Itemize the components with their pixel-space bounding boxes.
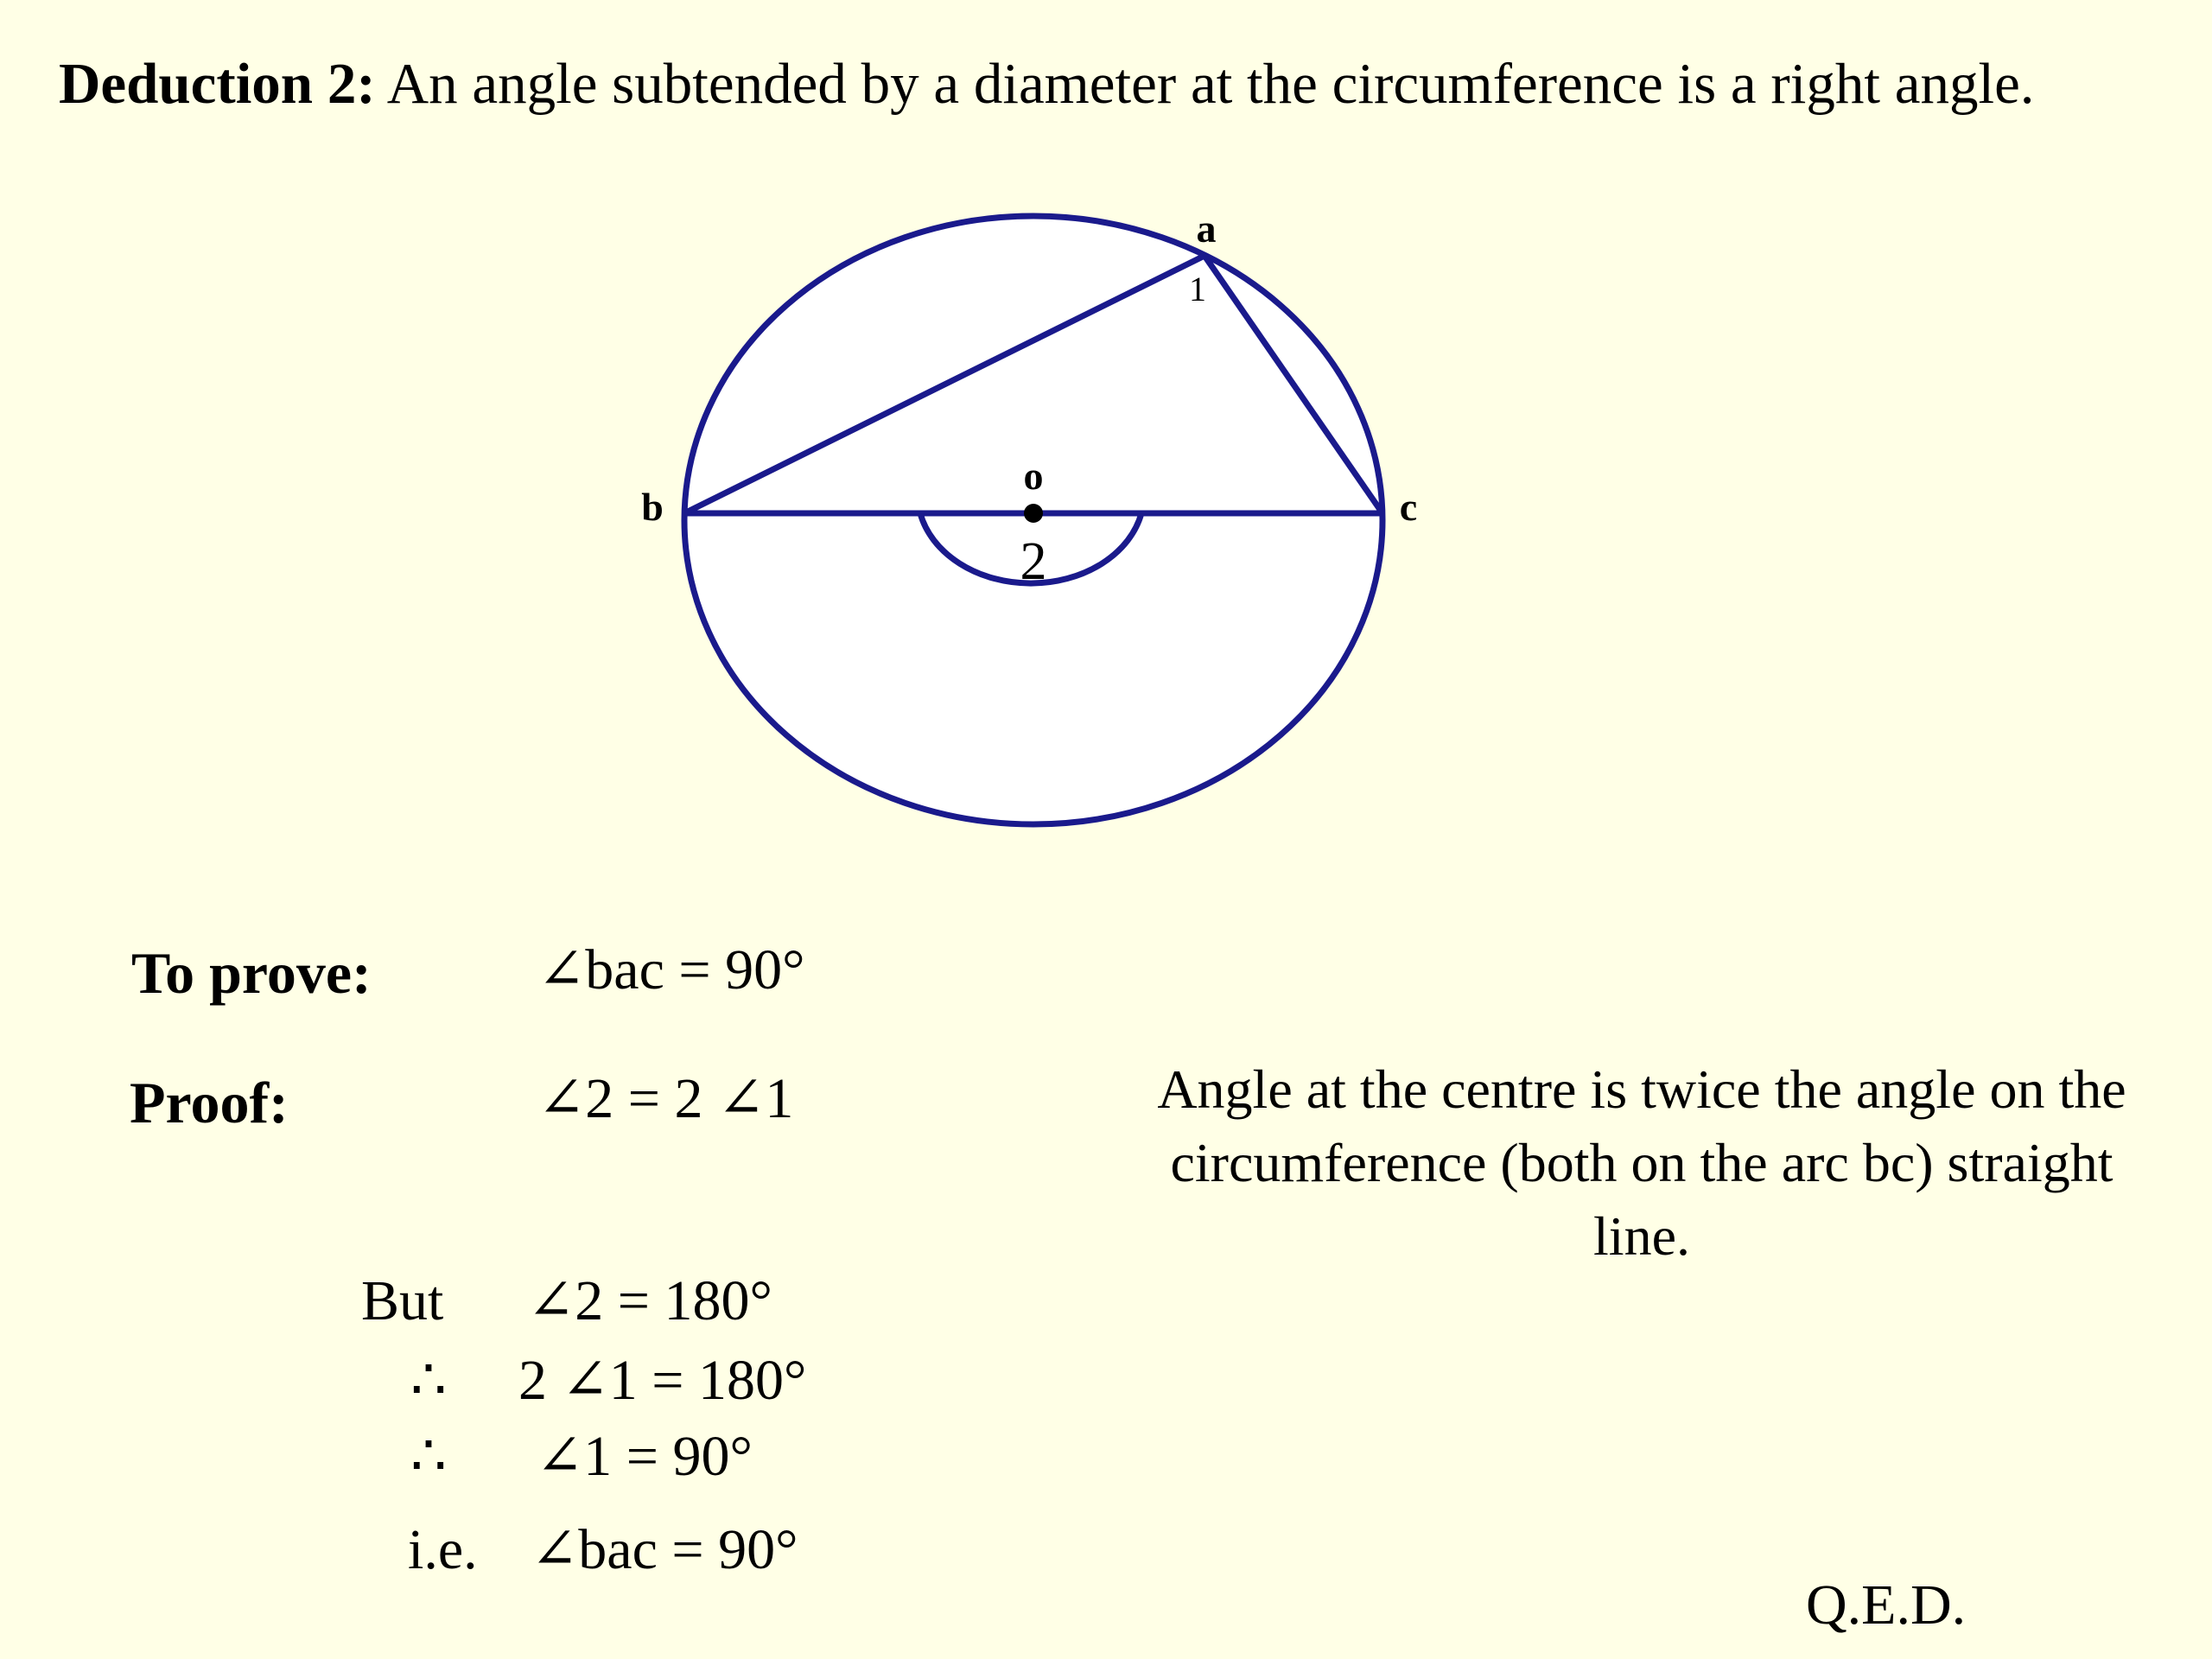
proof-reason: Angle at the centre is twice the angle on the circumference (both on the arc bc) straight line. [1157,1058,2126,1267]
step-4-text: ∠bac = 90° [531,1518,798,1581]
step-1-text: ∠2 = 180° [527,1269,772,1332]
proof-statement: ∠2 = 2 ∠1 [537,1067,794,1130]
proof-label: Proof: [130,1070,289,1135]
centre-point [1024,504,1043,523]
label-o: o [1023,454,1044,498]
label-a: a [1196,207,1217,251]
label-b: b [641,485,664,529]
to-prove-statement: ∠bac = 90° [537,938,805,1001]
step-2-text: 2 ∠1 = 180° [518,1349,807,1412]
label-c: c [1399,485,1418,529]
step-1-prefix: But [361,1269,444,1332]
to-prove-label: To prove: [131,940,372,1006]
label-angle-2: 2 [1020,532,1047,591]
label-angle-1: 1 [1189,270,1206,308]
step-2-prefix: ∴ [410,1349,447,1412]
step-3-text: ∠1 = 90° [536,1425,753,1488]
step-4-prefix: i.e. [408,1518,478,1581]
qed-mark: Q.E.D. [1806,1573,1967,1637]
deduction-title-text: An angle subtended by a diameter at the circumference is a right angle. [386,52,2035,116]
step-3-prefix: ∴ [410,1425,447,1488]
deduction-title-label: Deduction 2: [59,52,376,116]
